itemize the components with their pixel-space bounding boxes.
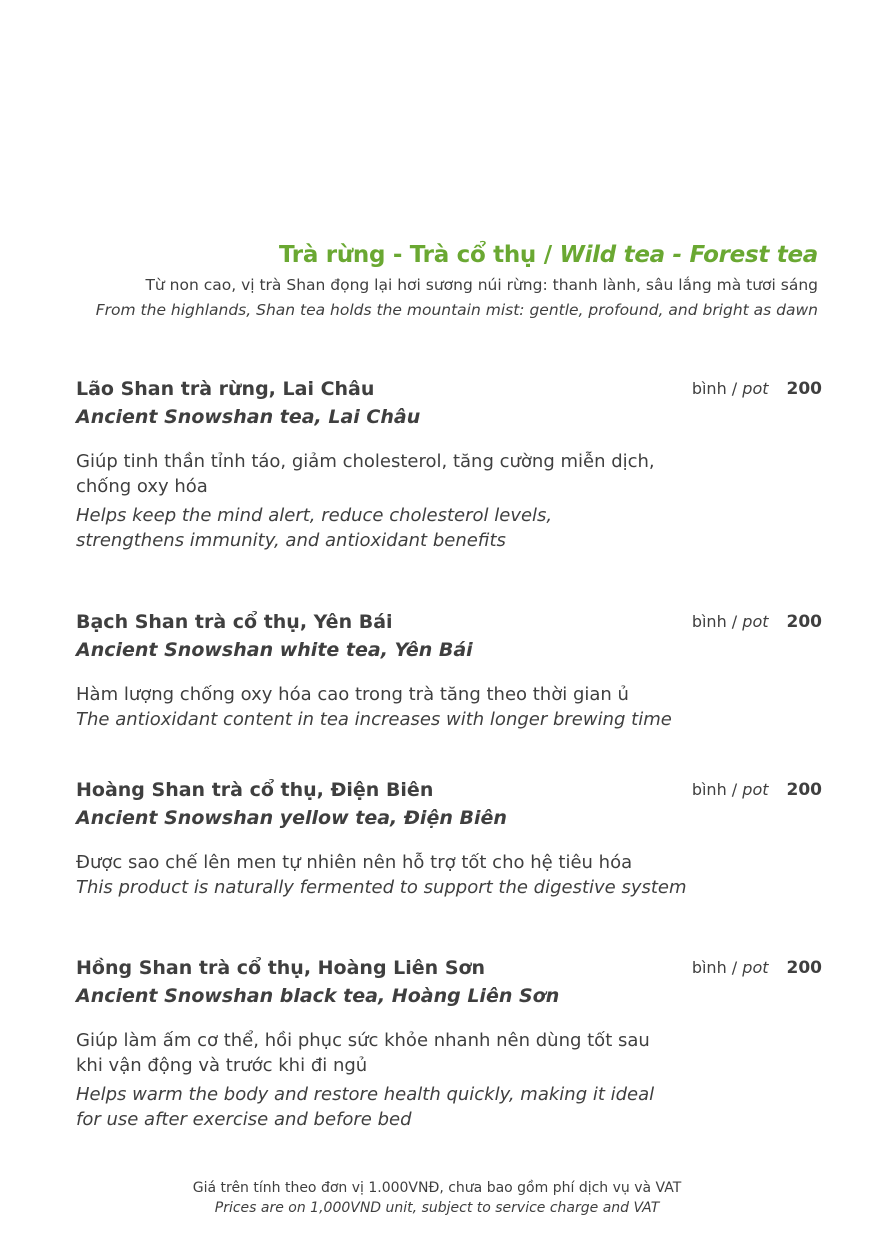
item-name-en: Ancient Snowshan tea, Lai Châu: [76, 406, 421, 428]
price-footnote: [0, 1178, 874, 1218]
item-desc-vi: Giúp tinh thần tỉnh táo, giảm cholesterol, tăng cường miễn dịch, chống oxy hóa: [76, 451, 655, 497]
unit-vi: bình: [691, 379, 727, 398]
item-name-vi: Hồng Shan trà cổ thụ, Hoàng Liên Sơn: [76, 957, 486, 979]
item-price-row: bình / pot 200: [691, 958, 822, 978]
footnote-vi: Giá trên tính theo đơn vị 1.000VNĐ, chưa bao gồm phí dịch vụ và VAT: [192, 1180, 682, 1196]
item-name-vi: Bạch Shan trà cổ thụ, Yên Bái: [76, 611, 393, 633]
item-name-en: Ancient Snowshan white tea, Yên Bái: [76, 639, 473, 661]
item-price-row: bình / pot 200: [691, 780, 822, 800]
item-desc-en: Helps warm the body and restore health quickly, making it ideal for use after exercise and before bed: [76, 1084, 655, 1130]
item-price: 200: [786, 958, 822, 978]
item-price-row: bình / pot 200: [691, 379, 822, 399]
unit-en: pot: [742, 379, 769, 398]
unit-en: pot: [742, 612, 769, 631]
item-desc-vi: Giúp làm ấm cơ thể, hồi phục sức khỏe nhanh nên dùng tốt sau khi vận động và trước khi đi ngủ: [76, 1030, 650, 1076]
unit-vi: bình: [691, 780, 727, 799]
unit-en: pot: [742, 780, 769, 799]
item-desc-en: This product is naturally fermented to support the digestive system: [76, 877, 687, 898]
menu-item: [76, 776, 822, 900]
unit-vi: bình: [691, 958, 727, 977]
menu-item: [76, 375, 822, 553]
unit-vi: bình: [691, 612, 727, 631]
section-title-vi: Trà rừng - Trà cổ thụ /: [278, 242, 560, 268]
item-name-vi: Hoàng Shan trà cổ thụ, Điện Biên: [76, 779, 434, 801]
item-name-en: Ancient Snowshan yellow tea, Điện Biên: [76, 807, 507, 829]
footnote-en: Prices are on 1,000VND unit, subject to service charge and VAT: [214, 1200, 660, 1216]
menu-item: [76, 608, 822, 732]
item-price: 200: [786, 379, 822, 399]
item-desc-vi: Được sao chế lên men tự nhiên nên hỗ trợ tốt cho hệ tiêu hóa: [76, 852, 633, 873]
item-desc-en: The antioxidant content in tea increases with longer brewing time: [76, 709, 672, 730]
menu-item: [76, 954, 822, 1132]
item-price: 200: [786, 780, 822, 800]
item-desc-vi: Hàm lượng chống oxy hóa cao trong trà tăng theo thời gian ủ: [76, 684, 629, 705]
item-price-row: bình / pot 200: [691, 612, 822, 632]
section-subtitle-vi: Từ non cao, vị trà Shan đọng lại hơi sương núi rừng: thanh lành, sâu lắng mà tươi sáng: [145, 276, 818, 294]
section-subtitle-en: From the highlands, Shan tea holds the mountain mist: gentle, profound, and bright as dawn: [95, 301, 818, 319]
item-desc-en: Helps keep the mind alert, reduce cholesterol levels, strengthens immunity, and antioxidant benefits: [76, 505, 553, 551]
unit-en: pot: [742, 958, 769, 977]
section-title-en: Wild tea - Forest tea: [559, 242, 818, 268]
item-name-en: Ancient Snowshan black tea, Hoàng Liên Sơn: [76, 985, 560, 1007]
section-title: [96, 238, 818, 272]
item-name-vi: Lão Shan trà rừng, Lai Châu: [76, 378, 375, 400]
item-price: 200: [786, 612, 822, 632]
menu-section-header: [96, 238, 818, 322]
